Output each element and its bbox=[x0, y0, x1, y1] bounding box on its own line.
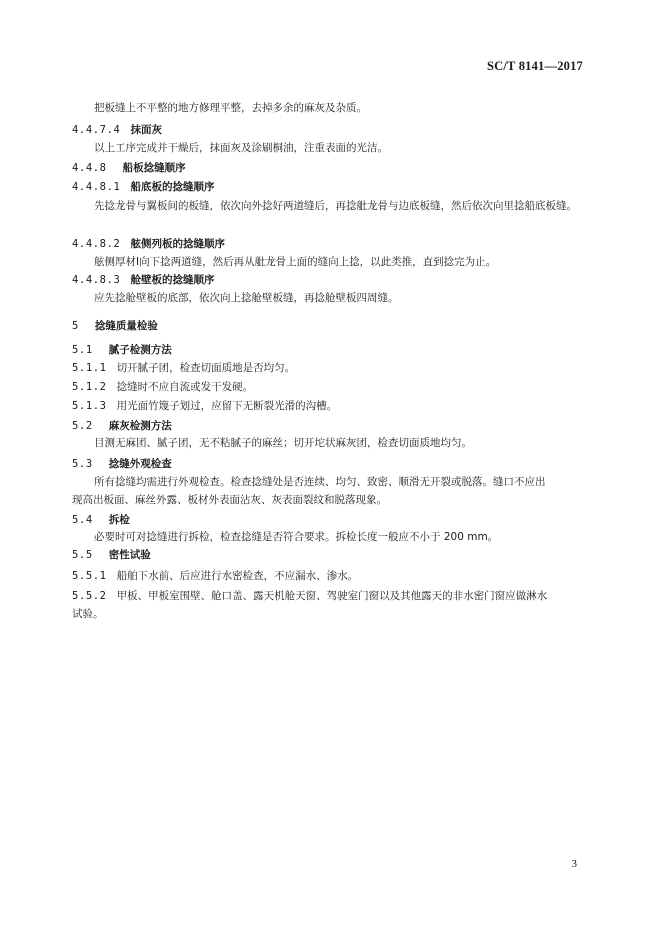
paragraph: 把板缝上不平整的地方修理平整，去掉多余的麻灰及杂质。 bbox=[94, 102, 367, 114]
section-number: 5.5 bbox=[72, 549, 93, 561]
paragraph: 舷侧厚材Ⅰ向下捻两道缝，然后再从舭龙骨上面的缝向上捻，以此类推，直到捻完为止。 bbox=[94, 256, 497, 268]
section-title: 舷侧列板的捻缝顺序 bbox=[130, 238, 225, 250]
section-number: 4.4.8.1 bbox=[72, 181, 121, 193]
section-heading-5-2 bbox=[72, 419, 172, 433]
section-heading-5-3 bbox=[72, 457, 172, 471]
section-number: 4.4.8.2 bbox=[72, 238, 121, 250]
paragraph: 以上工序完成并干燥后，抹面灰及涂刷桐油，注重表面的光洁。 bbox=[94, 142, 388, 154]
section-number: 5.5.1 bbox=[72, 570, 107, 582]
section-heading-4-4-7-4 bbox=[72, 123, 162, 137]
section-title: 舱壁板的捻缝顺序 bbox=[130, 274, 215, 286]
clause-5-1-3 bbox=[72, 399, 337, 413]
paragraph-line: 现高出板面、麻丝外露、板材外表面沾灰、灰表面裂纹和脱落现象。 bbox=[72, 494, 387, 506]
section-heading-5-1 bbox=[72, 343, 172, 357]
section-title: 捻缝外观检查 bbox=[108, 458, 172, 470]
paragraph: 先捻龙骨与翼板间的板缝，依次向外捻好两道缝后，再捻舭龙骨与边底板缝，然后依次向里捻船底板缝。 bbox=[94, 200, 577, 212]
page-number: 3 bbox=[571, 858, 577, 870]
section-heading-5-5 bbox=[72, 548, 151, 562]
section-number: 4.4.7.4 bbox=[72, 124, 121, 136]
standard-code-header: SC/T 8141—2017 bbox=[487, 59, 583, 73]
clause-text: 甲板、甲板室围壁、舱口盖、露天机舱天窗、驾驶室门窗以及其他露天的非水密门窗应做淋水 bbox=[116, 590, 548, 602]
clause-text: 船舶下水前、后应进行水密检查，不应漏水、渗水。 bbox=[116, 570, 359, 582]
paragraph-line: 试验。 bbox=[72, 608, 104, 620]
clause-5-1-1 bbox=[72, 361, 295, 375]
paragraph: 应先捻舱壁板的底部，依次向上捻舱壁板缝，再捻舱壁板四周缝。 bbox=[94, 292, 399, 304]
section-heading-4-4-8-2 bbox=[72, 237, 225, 251]
section-number: 4.4.8 bbox=[72, 162, 107, 174]
section-number: 5.1.2 bbox=[72, 381, 107, 393]
section-title: 拆检 bbox=[108, 514, 130, 526]
section-number: 5.1.1 bbox=[72, 362, 107, 374]
section-title: 密性试验 bbox=[108, 549, 151, 561]
section-title: 船板捻缝顺序 bbox=[122, 162, 186, 174]
section-heading-4-4-8-3 bbox=[72, 273, 214, 287]
paragraph-line: 所有捻缝均需进行外观检查。检查捻缝处是否连续、均匀、致密、顺滑无开裂或脱落。缝口不应出 bbox=[94, 476, 546, 488]
clause-5-5-2 bbox=[72, 589, 547, 603]
section-title: 麻灰检测方法 bbox=[108, 420, 172, 432]
clause-5-1-2 bbox=[72, 380, 253, 394]
clause-text: 用光面竹篾子划过，应留下无断裂光滑的沟槽。 bbox=[116, 400, 338, 412]
section-number: 5.1 bbox=[72, 344, 93, 356]
section-number: 5.1.3 bbox=[72, 400, 107, 412]
section-title: 捻缝质量检验 bbox=[94, 320, 158, 332]
section-heading-5-4 bbox=[72, 513, 130, 527]
clause-5-5-1 bbox=[72, 569, 358, 583]
section-title: 腻子检测方法 bbox=[108, 344, 172, 356]
section-title: 抹面灰 bbox=[130, 124, 162, 136]
section-number: 4.4.8.3 bbox=[72, 274, 121, 286]
paragraph: 目测无麻团、腻子团，无不粘腻子的麻丝；切开坨状麻灰团，检查切面质地均匀。 bbox=[94, 437, 472, 449]
section-number: 5.3 bbox=[72, 458, 93, 470]
paragraph: 必要时可对捻缝进行拆检，检查捻缝是否符合要求。拆检长度一般应不小于 200 mm。 bbox=[94, 531, 499, 543]
section-number: 5.5.2 bbox=[72, 590, 107, 602]
clause-text: 捻缝时不应自流或发干发硬。 bbox=[116, 381, 254, 393]
section-number: 5 bbox=[72, 320, 79, 332]
section-number: 5.2 bbox=[72, 420, 93, 432]
section-number: 5.4 bbox=[72, 514, 93, 526]
section-heading-4-4-8 bbox=[72, 161, 186, 175]
clause-text: 切开腻子团，检查切面质地是否均匀。 bbox=[116, 362, 296, 374]
section-title: 船底板的捻缝顺序 bbox=[130, 181, 215, 193]
section-heading-5 bbox=[72, 319, 158, 333]
section-heading-4-4-8-1 bbox=[72, 180, 214, 194]
